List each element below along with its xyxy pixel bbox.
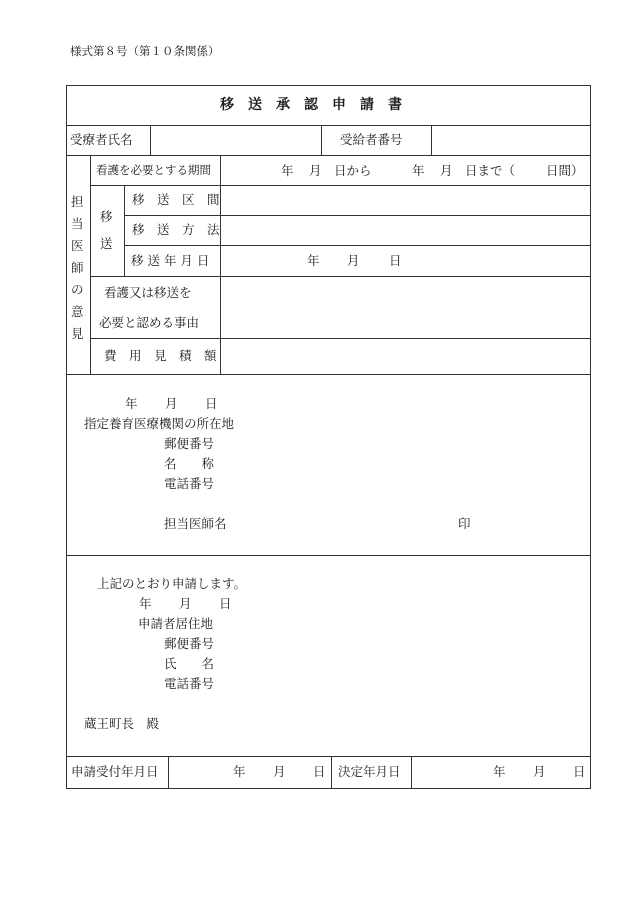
recipient-number-label: 受給者番号 [340,132,403,147]
doctor-opinion-char-2: 当 [71,216,84,231]
necessity-reason-line-2: 必要と認める事由 [99,315,200,330]
form-number: 様式第８号（第１０条関係） [70,44,220,58]
rule-transport-column [124,185,125,277]
transport-date-month: 月 [347,253,360,268]
institution-date-month: 月 [165,396,178,411]
institution-postal-label: 郵便番号 [164,436,215,451]
border-left [66,85,67,789]
doctor-opinion-char-7: 見 [71,326,84,341]
doctor-opinion-char-5: の [71,282,84,297]
applicant-date-day: 日 [219,596,232,611]
received-date-day: 日 [313,764,326,779]
transport-method-field[interactable] [222,217,589,244]
rule-above-footer [66,756,591,757]
doctor-opinion-char-1: 担 [71,194,84,209]
rule-below-institution [66,555,591,556]
recipient-number-field[interactable] [433,127,589,154]
care-period-day-until: 日まで（ [465,163,516,178]
care-period-month-1: 月 [309,163,322,178]
decision-date-year: 年 [493,764,506,779]
transport-method-label: 移 送 方 法 [132,222,220,237]
patient-name-label: 受療者氏名 [70,132,133,147]
application-statement: 上記のとおり申請します。 [97,576,247,591]
decision-date-day: 日 [573,764,586,779]
doctor-opinion-char-6: 意 [71,304,84,319]
doctor-name-label: 担当医師名 [164,516,227,531]
border-top [66,85,591,86]
applicant-name-label: 氏 名 [164,656,215,671]
rule-below-transport-section [124,215,591,216]
addressee: 蔵王町長 殿 [84,716,160,731]
applicant-phone-label: 電話番号 [164,676,215,691]
border-bottom [66,788,591,789]
cost-estimate-field[interactable] [222,340,589,373]
border-right [590,85,591,789]
rule-below-patient-row [66,155,591,156]
decision-date-label: 決定年月日 [338,764,401,779]
rule-below-necessity [90,338,591,339]
cost-estimate-label: 費 用 見 積 額 [104,348,217,363]
rule-label-column [220,155,221,375]
applicant-postal-label: 郵便番号 [164,636,215,651]
transport-section-field[interactable] [222,187,589,214]
rule-recipient-divider-right [431,125,432,156]
institution-name-label: 名 称 [164,456,215,471]
received-date-month: 月 [273,764,286,779]
rule-footer-decision-divider [411,756,412,789]
transport-date-day: 日 [389,253,402,268]
institution-phone-label: 電話番号 [164,476,215,491]
rule-footer-received-divider [168,756,169,789]
received-date-year: 年 [233,764,246,779]
care-period-year-1: 年 [281,163,294,178]
doctor-opinion-char-3: 医 [71,238,84,253]
care-period-day-from: 日から [334,163,372,178]
transport-section-label: 移 送 区 間 [132,192,220,207]
institution-date-day: 日 [205,396,218,411]
care-period-label: 看護を必要とする期間 [96,163,211,177]
care-period-days: 日間） [546,163,584,178]
applicant-address-label: 申請者居住地 [138,616,214,631]
decision-date-month: 月 [533,764,546,779]
rule-below-transport-method [124,245,591,246]
necessity-reason-field[interactable] [222,278,589,337]
rule-opinion-column [90,155,91,375]
institution-date-year: 年 [125,396,138,411]
rule-below-transport-date [90,276,591,277]
patient-name-field[interactable] [152,127,320,154]
rule-below-title [66,125,591,126]
transport-date-year: 年 [307,253,320,268]
care-period-month-2: 月 [440,163,453,178]
applicant-date-month: 月 [179,596,192,611]
rule-footer-middle [331,756,332,789]
applicant-date-year: 年 [139,596,152,611]
rule-below-care-period [90,185,591,186]
received-date-label: 申請受付年月日 [71,764,159,779]
transport-date-label: 移 送 年 月 日 [131,253,210,268]
rule-patient-name-divider [150,125,151,156]
seal-mark: 印 [458,516,471,531]
transport-char-1: 移 [100,209,113,224]
necessity-reason-line-1: 看護又は移送を [104,285,192,300]
transport-char-2: 送 [100,236,113,251]
institution-address-label: 指定養育医療機関の所在地 [84,416,235,431]
care-period-year-2: 年 [412,163,425,178]
rule-recipient-divider-left [321,125,322,156]
rule-below-cost [66,374,591,375]
form-title: 移 送 承 認 申 請 書 [220,97,402,113]
doctor-opinion-char-4: 師 [71,260,84,275]
